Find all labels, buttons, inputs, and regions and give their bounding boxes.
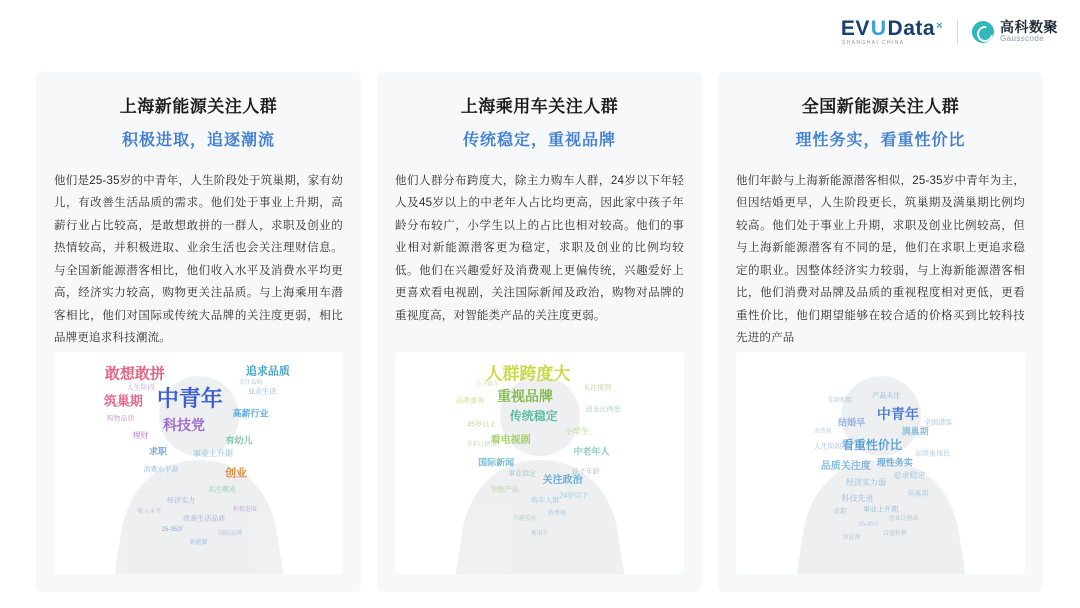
wordcloud-word: 创业比例高 xyxy=(888,515,919,522)
wordcloud-word: 事业稳定 xyxy=(508,470,537,478)
wordcloud-word: 45岁以上 xyxy=(467,421,497,429)
wordcloud-word: 人群跨度大 xyxy=(485,364,571,384)
wordcloud-word: 结婚早 xyxy=(838,417,866,428)
wordcloud-word: 品质关注度 xyxy=(820,461,871,473)
wordcloud-word: 经济实力 xyxy=(167,497,196,505)
evudata-logo xyxy=(841,18,943,46)
wordcloud-word: 筑巢期 xyxy=(103,393,143,409)
wordcloud-word: 24岁以下 xyxy=(559,492,589,500)
wordcloud-word: 产品关注 xyxy=(872,392,901,400)
wordcloud-word: 有幼儿 xyxy=(225,435,253,446)
wordcloud-word: 满巢期 xyxy=(901,426,929,437)
wordcloud-word: 科技党 xyxy=(163,417,206,434)
wordcloud-word: 业余生活 xyxy=(248,388,277,396)
gausscode-logo-icon xyxy=(972,21,994,43)
wordcloud-word: 创业比例低 xyxy=(585,406,621,414)
wordcloud-word: 追求品质 xyxy=(245,365,290,378)
wordcloud-word: 新能源 xyxy=(189,539,208,546)
wordcloud-word: 25-35岁 xyxy=(161,526,184,533)
wordcloud-words xyxy=(54,352,343,574)
wordcloud-word: 看重性价比 xyxy=(841,438,902,453)
logo-divider xyxy=(957,19,958,45)
persona-card-national-nev xyxy=(718,72,1043,592)
wordcloud-word: 改善生活品质 xyxy=(183,515,226,522)
wordcloud-word: 小学生 xyxy=(565,426,590,436)
wordcloud-word: 中青年 xyxy=(156,385,223,411)
wordcloud-word: 关注品质 xyxy=(238,380,263,387)
card-title: 全国新能源关注人群 xyxy=(801,97,960,116)
persona-card-list xyxy=(36,72,1044,592)
evudata-logo-subtitle: SHANGHAI CHINA xyxy=(841,40,905,46)
gausscode-logo-text xyxy=(1000,20,1058,43)
wordcloud-word: 消费观 xyxy=(547,511,566,518)
header-logos xyxy=(841,18,1058,46)
wordcloud-word: 孩子年龄 xyxy=(571,468,600,476)
evudata-logo-part2: U xyxy=(870,17,887,40)
evudata-logo-part3: Data xyxy=(887,17,936,40)
wordcloud-word: 人生阶段长 xyxy=(813,443,849,451)
wordcloud-word: 品牌重视低 xyxy=(915,450,951,458)
wordcloud-word: 购物品质 xyxy=(106,415,135,423)
wordcloud-word: 筑巢期 xyxy=(907,490,929,498)
wordcloud-word: 中青年 xyxy=(876,406,919,423)
wordcloud-word: 中老年人 xyxy=(573,446,610,457)
wordcloud-panel xyxy=(54,352,343,574)
wordcloud-word: 经济实力弱 xyxy=(846,477,887,487)
wordcloud-word: 求职 xyxy=(833,508,848,516)
evudata-logo-superscript: × xyxy=(936,20,943,32)
wordcloud-word: 求职 xyxy=(149,446,168,457)
card-subtitle: 积极进取，追逐潮流 xyxy=(121,132,275,149)
wordcloud-word: 事业上升期 xyxy=(863,506,898,514)
wordcloud-word: 收入水平 xyxy=(137,508,162,515)
evudata-logo-wordmark xyxy=(841,18,943,39)
wordcloud-word: 积极进取 xyxy=(232,506,257,513)
gausscode-logo-en: Gausscode xyxy=(1000,34,1045,44)
wordcloud-word: 创业 xyxy=(225,467,248,480)
card-body-text: 他们人群分布跨度大，除主力购车人群，24岁以下年轻人及45岁以上的中老年人占比均更高，因此家中孩子年龄分布较广，小学生以上的占比也相对较高。他们的事业相对新能源潜客更为稳定，求职及创业的比例均较低。他们在兴趣爱好及消费观上更偏传统，兴趣爱好上更喜欢看电视剧，关注国际新闻及政治，购物对品牌的重视度高，对智能类产品的关注度更弱。 xyxy=(395,175,684,322)
wordcloud-word: 品牌重视 xyxy=(456,397,485,405)
gausscode-logo xyxy=(972,20,1058,43)
card-body-text: 他们是25-35岁的中青年，人生阶段处于筑巢期，家有幼儿，有改善生活品质的需求。他们处于事业上升期，高薪行业占比较高，是敢想敢拼的一群人，求职及创业的热情较高，并积极进取、业余生活也会关注理财信息。与全国新能源潜客相比，他们收入水平及消费水平均更高，经济实力较高，购物更关注品质。与上海乘用车潜客相比，他们对国际或传统大品牌的关注度更弱，相比品牌更追求科技潮流。 xyxy=(54,175,343,344)
wordcloud-word: 传统稳定 xyxy=(509,409,558,424)
wordcloud-word: 关注政治 xyxy=(542,474,583,486)
wordcloud-panel xyxy=(736,352,1025,574)
wordcloud-word: 关注潮流 xyxy=(207,486,236,494)
wordcloud-word: 智能产品 xyxy=(490,486,519,494)
card-subtitle: 理性务实，看重性价比 xyxy=(795,132,966,149)
wordcloud-word: 关注度弱 xyxy=(583,384,612,392)
wordcloud-word: 新能源 xyxy=(842,535,861,542)
wordcloud-word: 兴趣爱好 xyxy=(513,515,538,522)
wordcloud-words xyxy=(736,352,1025,574)
wordcloud-word: 事业上升期 xyxy=(192,449,233,459)
persona-card-shanghai-nev xyxy=(36,72,361,592)
persona-card-shanghai-passenger xyxy=(377,72,702,592)
wordcloud-word: 主力购车 xyxy=(475,382,500,389)
wordcloud-word: 消费观 xyxy=(813,428,832,435)
wordcloud-word: 消费水平高 xyxy=(143,466,179,474)
card-title: 上海新能源关注人群 xyxy=(119,97,278,116)
card-body-text: 他们年龄与上海新能源潜客相似，25-35岁中青年为主，但因结婚更早，人生阶段更长，筑巢期及满巢期比例均较高。他们处于事业上升期，求职及创业比例较高，但与上海新能源潜客有不同的是，他们在求职上更追求稳定的职业。因整体经济实力较弱，与上海新能源潜客相比，他们消费对品牌及品质的重视程度相对更低，更看重性价比，他们期望能够在较合适的价格买到比较科技先进的产品 xyxy=(736,175,1025,344)
wordcloud-word: 国际新闻 xyxy=(478,457,515,468)
wordcloud-word: 全国潜客 xyxy=(924,419,953,427)
wordcloud-word: 敢想敢拼 xyxy=(104,365,165,383)
wordcloud-word: 理财 xyxy=(132,431,149,441)
wordcloud-panel xyxy=(395,352,684,574)
wordcloud-word: 乘用车 xyxy=(530,531,549,538)
wordcloud-words xyxy=(395,352,684,574)
wordcloud-word: 看电视剧 xyxy=(490,434,531,446)
wordcloud-word: 求职比例低 xyxy=(466,442,497,449)
gausscode-logo-cn: 高科数聚 xyxy=(1000,19,1058,36)
card-title: 上海乘用车关注人群 xyxy=(460,97,619,116)
wordcloud-word: 重视品牌 xyxy=(497,388,554,405)
wordcloud-word: 高薪行业 xyxy=(232,408,269,419)
wordcloud-word: 25-35岁 xyxy=(858,522,880,529)
wordcloud-word: 国际品牌 xyxy=(218,531,243,538)
wordcloud-word: 人生阶段 xyxy=(126,384,155,392)
card-subtitle: 传统稳定，重视品牌 xyxy=(462,132,616,149)
wordcloud-word: 理性务实 xyxy=(876,457,913,468)
wordcloud-word: 科技先进 xyxy=(841,493,874,503)
wordcloud-word: 年龄相似 xyxy=(828,397,853,404)
wordcloud-word: 追求稳定 xyxy=(893,471,926,481)
wordcloud-word: 购车人群 xyxy=(531,497,560,505)
wordcloud-word: 合适价格 xyxy=(882,531,907,538)
evudata-logo-part1: EV xyxy=(840,17,870,40)
